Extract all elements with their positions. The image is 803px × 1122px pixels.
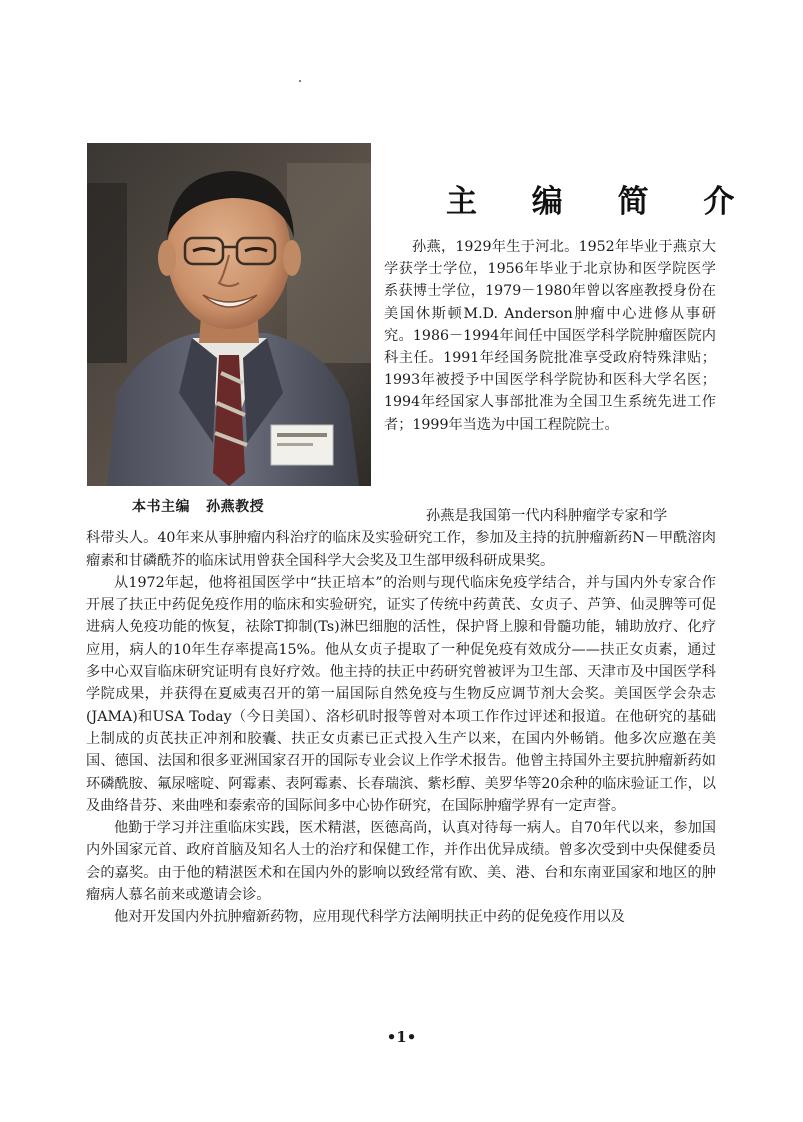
intro-paragraph: 孙燕，1929年生于河北。1952年毕业于燕京大学获学士学位，1956年毕业于北京协和医学院医学系获博士学位，1979－1980年曾以客座教授身份在美国休斯顿M.D. Anderson肿瘤中心进修从事研究。1986－1994年间任中国医学科学院肿瘤医院内科主任。1991年经国务院批准享受政府特殊津贴；1993年被授予中国医学科学院协和医科大学名医；1994年经国家人事部批准为全国卫生系统先进工作者；1999年当选为中国工程院院士。 — [384, 239, 716, 433]
body-paragraph: 他勤于学习并注重临床实践，医术精湛，医德高尚，认真对待每一病人。自70年代以来，参加国内外国家元首、政府首脑及知名人士的治疗和保健工作，并作出优异成绩。曾多次受到中央保健委员会的嘉奖。由于他的精湛医术和在国内外的影响以致经常有欧、美、港、台和东南亚国家和地区的肿瘤病人慕名前来或邀请会诊。 — [86, 820, 716, 904]
page-title: 主 编 简 介 — [446, 184, 757, 220]
page-number: •1• — [386, 1028, 417, 1046]
paragraph-lead-line: 孙燕是我国第一代内科肿瘤学专家和学 — [426, 508, 668, 524]
body-paragraph — [86, 505, 716, 572]
body-text — [86, 505, 716, 929]
photo-caption: 本书主编 孙燕教授 — [132, 499, 265, 515]
print-speck — [299, 80, 301, 82]
body-paragraph: 他对开发国内外抗肿瘤新药物，应用现代科学方法阐明扶正中药的促免疫作用以及 — [114, 909, 625, 926]
body-paragraph: 从1972年起，他将祖国医学中“扶正培本”的治则与现代临床免疫学结合，并与国内外专家合作开展了扶正中药促免疫作用的临床和实验研究，证实了传统中药黄芪、女贞子、芦笋、仙灵脾等可促进病人免疫功能的恢复，祛除T抑制(Ts)淋巴细胞的活性，保护肾上腺和骨髓功能，辅助放疗、化疗应用，病人的10年生存率提高15%。他从女贞子提取了一种促免疫有效成分——扶正女贞素，通过多中心双盲临床研究证明有良好疗效。他主持的扶正中药研究曾被评为卫生部、天津市及中国医学科学院成果，并获得在夏威夷召开的第一届国际自然免疫与生物反应调节剂大会奖。美国医学会杂志(JAMA)和USA Today（今日美国）、洛杉矶时报等曾对本项工作作过评述和报道。在他研究的基础上制成的贞芪扶正冲剂和胶囊、扶正女贞素已正式投入生产以来，在国内外畅销。他多次应邀在美国、德国、法国和很多亚洲国家召开的国际专业会议上作学术报告。他曾主持国外主要抗肿瘤新药如环磷酰胺、氟尿嘧啶、阿霉素、表阿霉素、长春瑞滨、紫杉醇、美罗华等20余种的临床验证工作，以及曲络昔芬、来曲唑和泰索帝的国际间多中心协作研究，在国际肿瘤学界有一定声誉。 — [86, 574, 716, 814]
portrait-photo — [87, 143, 371, 486]
paragraph-continuation: 科带头人。40年来从事肿瘤内科治疗的临床及实验研究工作，参加及主持的抗肿瘤新药N－甲酰溶肉瘤素和甘磷酰芥的临床试用曾获全国科学大会奖及卫生部甲级科研成果奖。 — [86, 530, 716, 569]
